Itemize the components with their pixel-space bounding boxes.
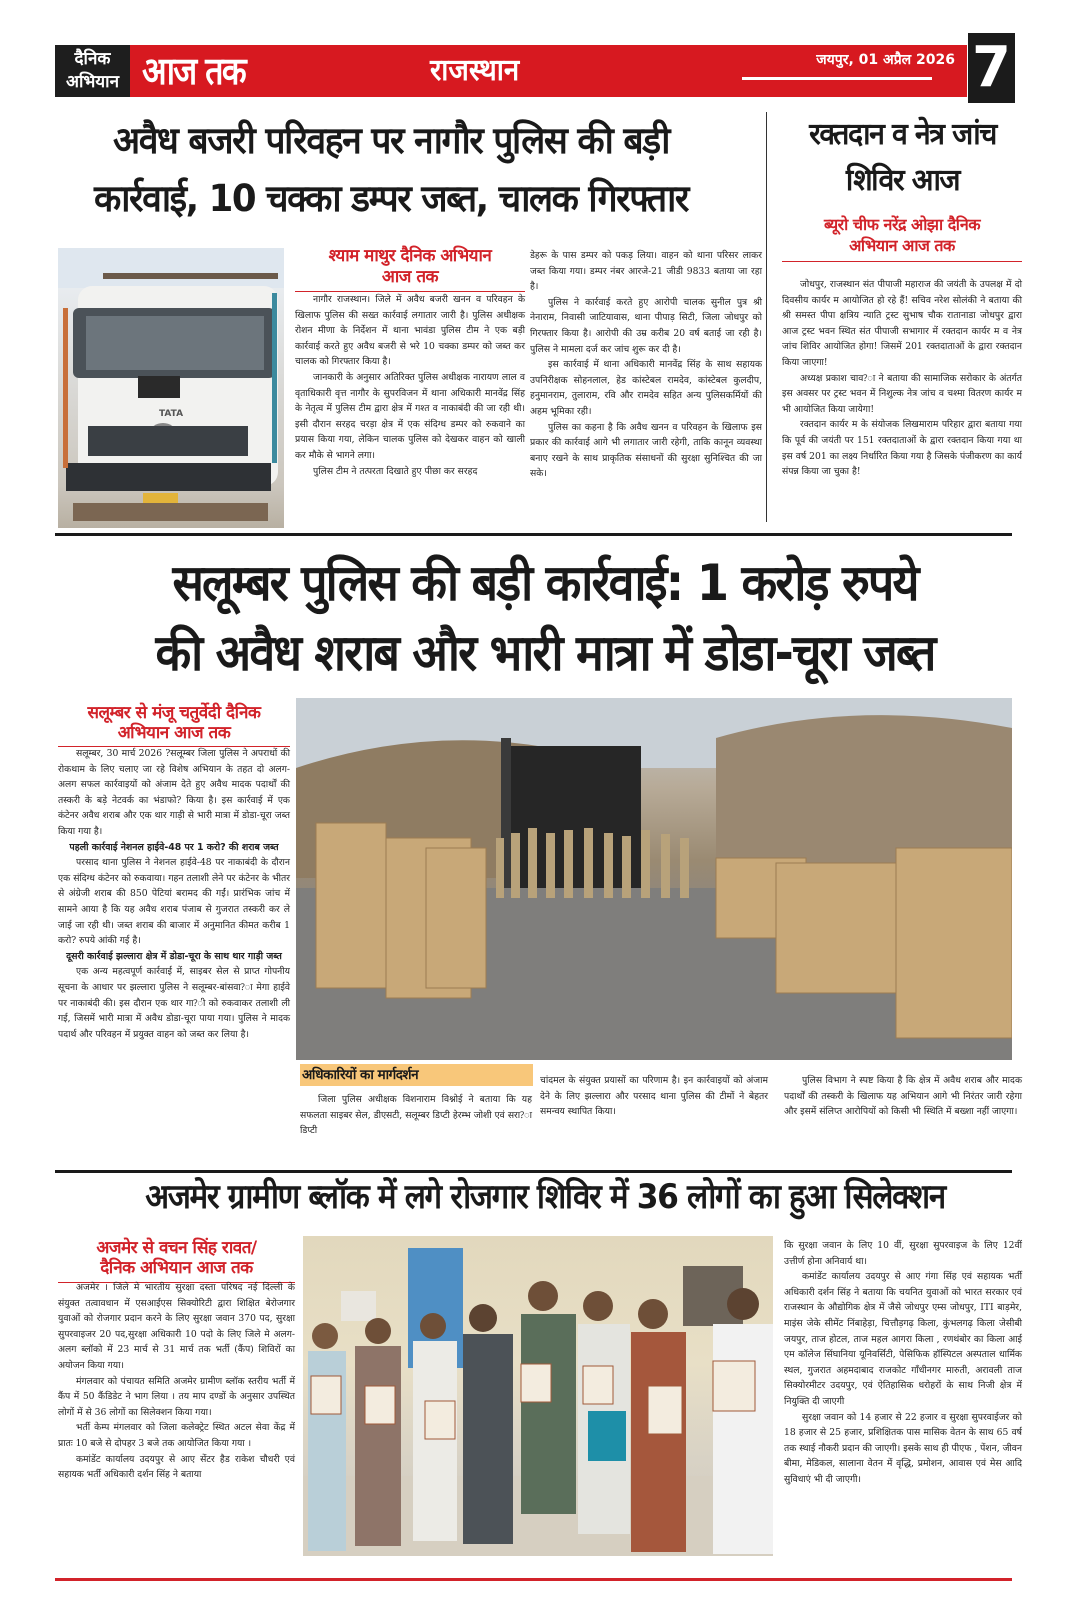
story4-paragraph: सुरक्षा जवान को 14 हजार से 22 हजार व सुरक्षा सुपरवाईजर को 18 हजार से 25 हजार, प्रशिक्षितक पास मासिक वेतन के साथ 65 वर्ष तक स्थाई नौकरी प्रदान की जाएगी। इसके साथ ही पीएफ , पेंशन, जीवन बीमा, मेडिकल, सालाना वेतन में वृद्धि, प्रमोशन, आवास एवं मेस आदि सुविधाएं भी दी जाएगी। — [784, 1411, 1022, 1485]
story3-intro: सलूम्बर, 30 मार्च 2026 ?सलूम्बर जिला पुलिस ने अपराधों की रोकथाम के लिए चलाए जा रहे विशेष अभियान के तहत दो अलग-अलग सफल कार्रवाइयों को अंजाम देते हुए अवैध मादक पदार्थों की तस्करी के बड़े नेटवर्क का भंडाफो? किया है। इस कार्रवाई में एक कंटेनर अवैध शराब और एक थार गाड़ी से भारी मात्रा में डोडा-चूरा जब्त किया गया है। — [58, 748, 290, 837]
story2-paragraph: रक्तदान कार्यर म के संयोजक लिखमाराम परिहार द्वारा बताया गया कि पूर्व की जयंती पर 151 रक्तदाताओं के द्वारा रक्तदान किया गया था इस वर्ष 201 का लक्ष्य निर्धारित किया गया है जिसके पंजीकरण का कार्य संपन्न किया जा चुका है! — [782, 419, 1022, 478]
story4-paragraph: अजमेर । जिले मे भारतीय सुरक्षा दस्ता परिषद नई दिल्ली के संयुक्त तत्वावधान में एसआईएस सिक्योरिटी द्वारा शिक्षित बेरोजगार युवाओं को रोजगार प्रदान करने के लिए सुरक्षा जवान 370 पद, सुरक्षा सुपरवाइजर 20 पद,सुरक्षा अधिकारी 10 पदो के लिए जिले मे अलग-अलग ब्लॉको में 23 मार्च से 31 मार्च तक भर्ती (कैंप) शिविरों का अयोजन किया गया। — [58, 1282, 295, 1371]
story2-headline-line2: शिविर आज — [845, 163, 960, 198]
column-divider — [766, 112, 767, 522]
brand-name: आज तक — [142, 49, 245, 93]
story1-byline-line1: श्याम माथुर दैनिक अभियान — [328, 246, 492, 266]
story4-column-2 — [784, 1238, 1022, 1488]
story2-byline-line2: अभियान आज तक — [849, 236, 955, 255]
story1-headline-line1: अवैध बजरी परिवहन पर नागौर पुलिस की बड़ी — [113, 119, 669, 162]
truck-illustration — [58, 248, 284, 528]
story1-paragraph: पुलिस टीम ने तत्परता दिखाते हुए पीछा कर सरहद — [313, 465, 478, 477]
story1-paragraph: जानकारी के अनुसार अतिरिक्त पुलिस अधीक्षक नारायण लाल व वृताधिकारी वृत्त नागौर के सुपरविजन में थाना अधिकारी मानवेंद्र सिंह के नेतृत्व में पुलिस टीम द्वारा क्षेत्र में गश्त व नाकाबंदी की जा रही थी। इसी दौरान सरहद चरड़ा क्षेत्र में एक संदिग्ध डम्पर को रुकवाने का प्रयास किया गया, लेकिन चालक पुलिस को देखकर वाहन को खाली कर मौके से भागने लगा। — [295, 371, 525, 461]
group-illustration — [303, 1236, 773, 1556]
story2-headline — [777, 112, 1029, 204]
story4-byline-line1: अजमेर से वचन सिंह रावत/ — [96, 1238, 257, 1258]
dateline: जयपुर, 01 अप्रैल 2026 — [816, 52, 955, 68]
logo-line-2: अभियान — [65, 72, 120, 92]
story4-headline: अजमेर ग्रामीण ब्लॉक में लगे रोजगार शिविर में 36 लोगों का हुआ सिलेक्शन — [145, 1177, 945, 1217]
story2-headline-line1: रक्तदान व नेत्र जांच — [809, 117, 996, 152]
page-number: 7 — [968, 33, 1015, 103]
story2-paragraph: जोधपुर, राजस्थान संत पीपाजी महाराज की जयंती के उपलक्ष में दो दिवसीय कार्यर म आयोजित हो रहे हैं! सचिव नरेश सोलंकी ने बताया की श्री समस्त पीपा क्षत्रिय न्याति ट्रस्ट सुभाष चौक रातानाडा जोधपुर द्वारा आज ट्रस्ट भवन स्थित संत पीपाजी सभागार में रक्तदान कार्यर म व नेत्र जांच शिविर आयोजित होगा! जिसमें 201 रक्तदाताओं के द्वारा रक्तदान किया जाएगा! — [782, 279, 1022, 368]
story4-paragraph: मंगलवार को पंचायत समिति अजमेर ग्रामीण ब्लॉक स्तरीय भर्ती में कैंप में 50 कैंडिडेट ने भाग लिया । तय माप दण्डों के अनुसार उपस्थित लोगों में से 36 लोगों का सिलेक्शन किया गया। — [58, 1375, 295, 1418]
story2-byline-line1: ब्यूरो चीफ नरेंद्र ओझा दैनिक — [823, 215, 981, 234]
section-title: राजस्थान — [430, 53, 520, 88]
story1-byline — [295, 246, 525, 292]
seizure-illustration — [296, 698, 1012, 1060]
dateline-rule — [742, 77, 932, 80]
story3-paragraph: चांदमल के संयुक्त प्रयासों का परिणाम है। इन कार्रवाइयों को अंजाम देने के लिए झल्लारा और परसाद थाना पुलिस की टीमों ने बेहतर समन्वय स्थापित किया। — [540, 1075, 768, 1118]
story3-headline-line1: सलूम्बर पुलिस की बड़ी कार्रवाई: 1 करोड़ रुपये — [172, 554, 918, 612]
story3-paragraph: पुलिस विभाग ने स्पष्ट किया है कि क्षेत्र में अवैध शराब और मादक पदार्थों की तस्करी के खिलाफ यह अभियान आगे भी निरंतर जारी रहेगा और इसमें संलिप्त आरोपियों को किसी भी स्थिति में बख्शा नहीं जाएगा। — [784, 1075, 1022, 1118]
story3-paragraph: जिला पुलिस अधीक्षक विशनाराम विश्नोई ने बताया कि यह सफलता साइबर सेल, डीएसटी, सलूम्बर डिप्टी हेरम्भ जोशी एवं सरा?ा डिप्टी — [300, 1094, 532, 1137]
footer-rule — [55, 1578, 1012, 1581]
story3-column-3 — [540, 1073, 768, 1120]
story1-column-1 — [295, 292, 525, 479]
story4-paragraph: कि सुरक्षा जवान के लिए 10 वीं, सुरक्षा सुपरवाइज के लिए 12वीं उत्तीर्ण होना अनिवार्य था। — [784, 1240, 1022, 1267]
story1-paragraph: नागौर राजस्थान। जिले में अवैध बजरी खनन व परिवहन के खिलाफ पुलिस की सख्त कार्रवाई लगातार जारी है। पुलिस अधीक्षक रोशन मीणा के निर्देशन में थाना भावंडा पुलिस टीम ने एक बड़ी कार्रवाई करते हुए अवैध बजरी से भरे 10 चक्का डम्पर को जब्त कर चालक को गिरफ्तार किया है। — [295, 294, 525, 368]
story4-byline — [58, 1238, 295, 1283]
story3-byline-line2: अभियान आज तक — [117, 723, 231, 743]
story1-paragraph: पुलिस का कहना है कि अवैध खनन व परिवहन के खिलाफ इस प्रकार की कार्रवाई आगे भी लगातार जारी रहेगी, ताकि कानून व्यवस्था बनाए रखने के साथ प्राकृतिक संसाधनों की सुरक्षा सुनिश्चित की जा सके। — [530, 421, 762, 480]
story4-paragraph: भर्ती केम्प मंगलवार को जिला कलेक्ट्रेट स्थित अटल सेवा केंद्र में प्रातः 10 बजे से दोपहर 3 बजे तक आयोजित किया गया । — [58, 1422, 295, 1449]
story1-column-2 — [530, 248, 762, 482]
job-camp-group-photo — [303, 1236, 773, 1556]
story3-headline — [89, 548, 1000, 688]
story4-paragraph: कमांडेंट कार्यालय उदयपुर से आए सेंटर हैड राकेश चौधरी एवं सहायक भर्ती अधिकारी दर्शन सिंह ने बताया — [58, 1453, 295, 1481]
story2-paragraph: अध्यक्ष प्रकाश चाव?ा ने बताया की सामाजिक सरोकार के अंतर्गत इस अवसर पर ट्रस्ट भवन में निशुल्क नेत्र जांच व चश्मा वितरण कार्यर म भी आयोजित किया जायेगा! — [782, 372, 1022, 415]
story3-byline — [58, 703, 290, 747]
truck-photo — [58, 248, 284, 528]
story1-paragraph: पुलिस ने कार्रवाई करते हुए आरोपी चालक सुनील पुत्र श्री नेनाराम, निवासी जाटियावास, थाना पीपाड़ सिटी, जिला जोधपुर को गिरफ्तार किया है। आरोपी की उम्र करीब 20 वर्ष बताई जा रही है। पुलिस ने मामला दर्ज कर जांच शुरू कर दी है। — [530, 296, 762, 355]
masthead-logo — [55, 45, 130, 97]
guidance-subhead: अधिकारियों का मार्गदर्शन — [300, 1064, 533, 1086]
story3-paragraph: परसाद थाना पुलिस ने नेशनल हाईवे-48 पर नाकाबंदी के दौरान एक संदिग्ध कंटेनर को रुकवाया। गहन तलाशी लेने पर कंटेनर के भीतर से अंग्रेजी शराब की 850 पेटियां बरामद की गईं। प्रारंभिक जांच में सामने आया है कि यह अवैध शराब पंजाब से गुजरात तस्करी कर ले जाई जा रही थी। जब्त शराब की बाजार में अनुमानित कीमत करीब 1 करो? रुपये आंकी गई है। — [58, 857, 290, 947]
svg-text:TATA: TATA — [158, 409, 184, 419]
story3-column-2 — [300, 1092, 532, 1139]
story2-column — [782, 277, 1022, 480]
story1-paragraph: इस कार्रवाई में थाना अधिकारी मानवेंद्र सिंह के साथ सहायक उपनिरीक्षक सोहनलाल, हेड कांस्टेबल रामदेव, कांस्टेबल कुलदीप, हनुमानराम, तुलाराम, रवि और रामदेव सहित अन्य पुलिसकर्मियों की अहम भूमिका रही। — [530, 359, 762, 417]
logo-line-1: दैनिक — [74, 49, 111, 69]
story4-byline-line2: दैनिक अभियान आज तक — [100, 1258, 253, 1278]
story3-column-1 — [58, 746, 290, 1042]
story3-column-4 — [784, 1073, 1022, 1120]
story1-paragraph: डेहरू के पास डम्पर को पकड़ लिया। वाहन को थाना परिसर लाकर जब्त किया गया। डम्पर नंबर आरजे-21 जीडी 9833 बताया जा रहा है। — [530, 250, 762, 293]
story3-byline-line1: सलूम्बर से मंजू चतुर्वेदी दैनिक — [87, 703, 261, 723]
story2-byline — [782, 214, 1022, 262]
story3-headline-line2: की अवैध शराब और भारी मात्रा में डोडा-चूरा जब्त — [155, 624, 935, 682]
story1-headline-line2: कार्रवाई, 10 चक्का डम्पर जब्त, चालक गिरफ्तार — [93, 177, 689, 220]
section-rule — [55, 533, 1012, 536]
story4-paragraph: कमांडेंट कार्यालय उदयपुर से आए गंगा सिंह एवं सहायक भर्ती अधिकारी दर्शन सिंह ने बताया कि चयनित युवाओं को भारत सरकार एवं राजस्थान के औद्योगिक क्षेत्र में जैसे जोधपुर एम्स जोधपुर, ITI बाड़मेर, माइंस जेके सीमेंट निंबाहेड़ा, चित्तौड़गढ़ किला, कुंभलगढ़ किला जेसीबी जयपुर, ताज होटल, ताज महल आगरा किला , रणथंबोर का किला आई एम कॉलेज सिंघानिया यूनिवर्सिटी, पेसिफिक हॉस्पिटल अस्पताल धार्मिक स्थल, गुजरात अहमदाबाद राजकोट गाँधीनगर मारुती, अरावली ताज सिक्योरमीटर उदयपुर, एवं ऐतिहासिक धरोहरों के साथ निजी क्षेत्र में नियुक्ति दी जाएगी — [784, 1271, 1022, 1407]
story3-paragraph: एक अन्य महत्वपूर्ण कार्रवाई में, साइबर सेल से प्राप्त गोपनीय सूचना के आधार पर झल्लारा पुलिस ने सलूम्बर-बांसवा?ा मेगा हाईवे पर नाकाबंदी की। इस दौरान एक थार गा?ी को रुकवाकर तलाशी ली गई, जिसमें भारी मात्रा में अवैध डोडा-चूरा पाया गया। पुलिस ने मादक पदार्थ और परिवहन में प्रयुक्त वाहन को जब्त कर लिया है। — [58, 966, 290, 1040]
story3-subhead-1: पहली कार्रवाई नेशनल हाईवे-48 पर 1 करो? की शराब जब्त — [69, 841, 279, 853]
police-seizure-photo — [296, 698, 1012, 1060]
story3-subhead-2: दूसरी कार्रवाई झल्लारा क्षेत्र में डोडा-चूरा के साथ थार गाड़ी जब्त — [66, 950, 282, 962]
story1-byline-line2: आज तक — [381, 267, 439, 287]
story1-headline — [55, 112, 727, 228]
story4-column-1 — [58, 1280, 295, 1483]
